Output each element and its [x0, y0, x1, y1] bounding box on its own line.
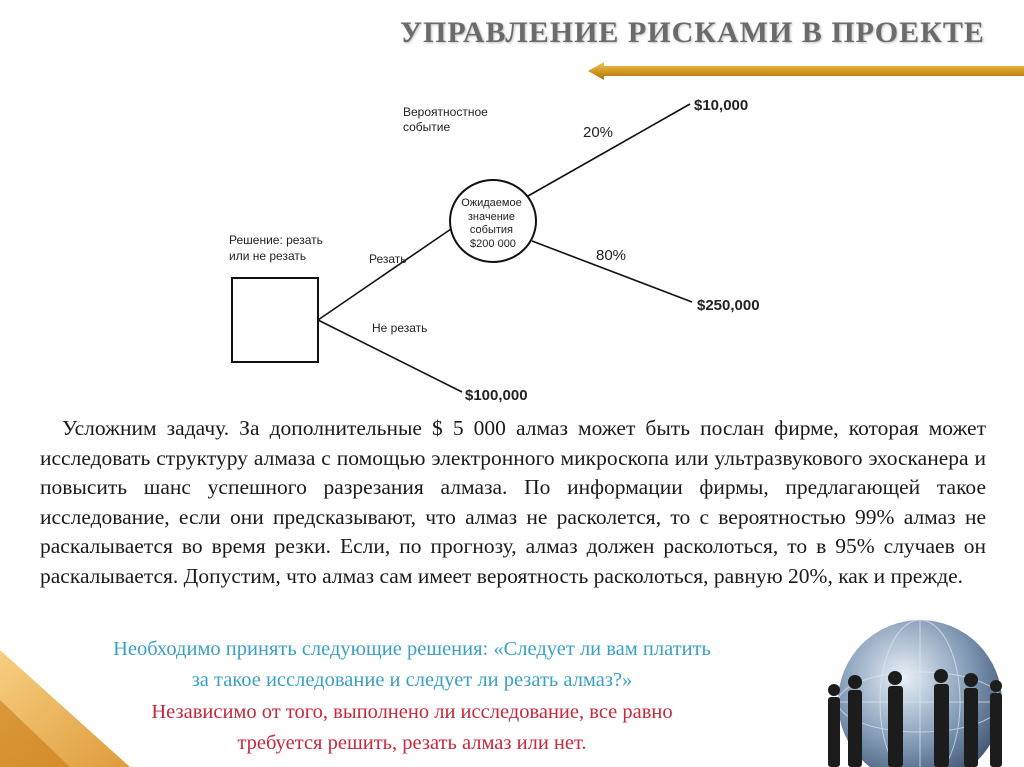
outcome-top: $10,000 [694, 97, 749, 114]
outcome-no-cut: $100,000 [465, 387, 528, 404]
branch-line-cut [318, 229, 451, 320]
branch-label-cut: Резать [369, 252, 407, 266]
probability-bottom: 80% [596, 247, 627, 264]
note-line-1: Независимо от того, выполнено ли исследование, все равно [151, 701, 673, 723]
decision-label: Решение: резать или не резать [229, 233, 323, 263]
problem-paragraph: Усложним задачу. За дополнительные $ 5 000 алмаз может быть послан фирме, которая может исследовать структуру алмаза с помощью электронного микроскопа или ультразвукового эхосканера и повысить шанс успешного разрезания алмаза. По информации фирмы, предлагающей такое исследование, если они предсказывают, что алмаз не расколется, то с вероятностью 99% алмаз не раскалывается во время резки. Если, по прогнозу, алмаз должен расколоться, то в 95% случаев он раскалывается. Допустим, что алмаз сам имеет вероятность расколоться, равную 20%, как и прежде. [40, 416, 986, 588]
branch-label-no-cut: Не резать [372, 321, 428, 335]
probability-top: 20% [583, 124, 614, 141]
chance-node-label: Ожидаемое значение события $200 000 [461, 197, 522, 250]
question-line-2: за такое исследование и следует ли резать алмаз?» [191, 669, 633, 691]
slide-title: УПРАВЛЕНИЕ РИСКАМИ В ПРОЕКТЕ [400, 16, 985, 49]
decision-node [232, 278, 318, 362]
outcome-middle: $250,000 [697, 297, 760, 314]
question-line-1: Необходимо принять следующие решения: «Следует ли вам платить [113, 638, 711, 660]
event-label: Вероятностное событие [403, 105, 488, 134]
branch-line-top [528, 104, 690, 196]
note-text [22, 697, 802, 759]
note-line-2: требуется решить, резать алмаз или нет. [237, 732, 587, 754]
question-text [22, 634, 802, 696]
globe-icon [796, 614, 1024, 767]
